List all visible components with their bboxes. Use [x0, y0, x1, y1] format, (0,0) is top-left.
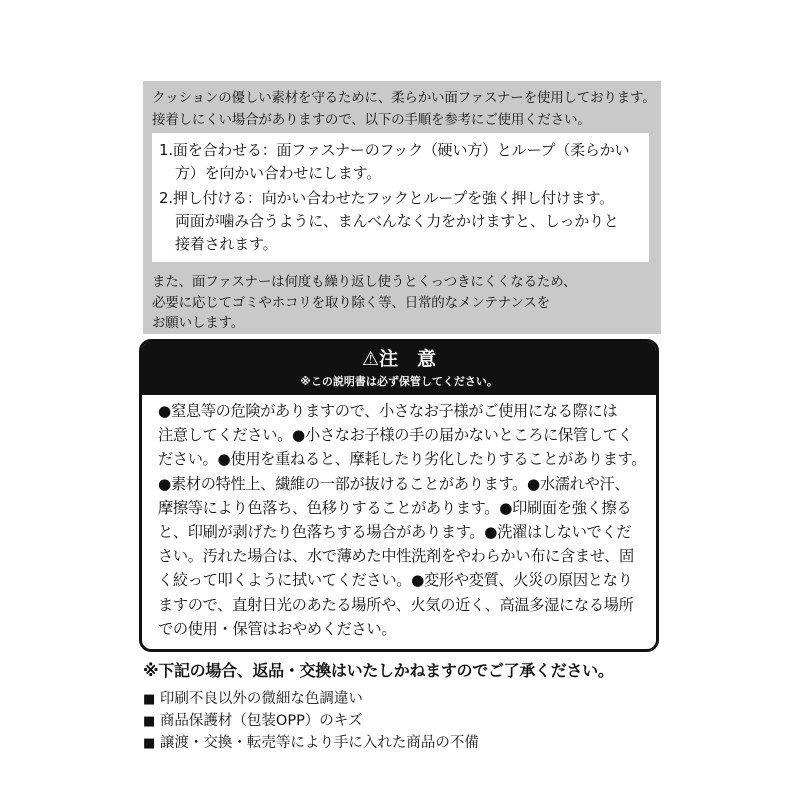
maintenance-line-2: 必要に応じてゴミやホコリを取り除く等、日常的なメンテナンスを [152, 295, 550, 311]
caution-line-4: ●素材の特性上、繊維の一部が抜けることがあります。●水濡れや汗、 [158, 475, 630, 493]
returns-item-3 [143, 733, 479, 754]
step-2-line-3: 接着されます。 [175, 235, 278, 253]
step-2-line-2: 両面が噛み合うように、まんべんなく力をかけますと、しっかりと [175, 212, 619, 230]
intro-line-2: 接着しにくい場合がありますので、以下の手順を参考にご使用ください。 [152, 112, 591, 128]
returns-item-label: 譲渡・交換・転売等により手に入れた商品の不備 [159, 735, 479, 751]
step-1-line-1: 1.面を合わせる：面ファスナーのフック（硬い方）とループ（柔らかい [159, 141, 630, 159]
steps-box [152, 133, 649, 262]
returns-item-2 [143, 711, 363, 732]
square-bullet-icon: ■ [143, 692, 156, 707]
caution-line-2: 注意してください。●小さなお子様の手の届かないところに保管してく [158, 426, 633, 444]
maintenance-line-3: お願いします。 [152, 315, 245, 331]
caution-line-9: ますので、直射日光のあたる場所や、火気の近く、高温多湿になる場所 [158, 596, 634, 614]
caution-line-3: ださい。●使用を重ねると、摩耗したり劣化したりすることがあります。 [158, 450, 647, 468]
returns-item-label: 印刷不良以外の微細な色調違い [159, 691, 363, 707]
maintenance-line-1: また、面ファスナーは何度も繰り返し使うとくっつきにくくなるため、 [152, 274, 577, 290]
caution-line-7: さい。汚れた場合は、水で薄めた中性洗剤をやわらかい布に含ませ、固 [158, 547, 634, 565]
step-2-line-1: 2.押し付ける：向かい合わせたフックとループを強く押し付けます。 [159, 189, 614, 207]
caution-title: ⚠注 意 [361, 348, 437, 370]
intro-line-1: クッションの優しい素材を守るために、柔らかい面ファスナーを使用しております。 [152, 90, 656, 106]
square-bullet-icon: ■ [143, 736, 156, 751]
returns-title: ※下記の場合、返品・交換はいたしかねますのでご了承ください。 [143, 661, 614, 680]
caution-box [139, 339, 659, 652]
caution-line-6: と、印刷が剥げたり色落ちする場合があります。●洗濯はしないでくだ [158, 523, 632, 541]
square-bullet-icon: ■ [143, 714, 156, 729]
caution-line-5: 摩擦等により色落ち、色移りすることがあります。●印刷面を強く擦る [158, 499, 632, 517]
caution-line-1: ●窒息等の危険がありますので、小さなお子様がご使用になる際には [158, 402, 618, 420]
step-1-line-2: 方）を向かい合わせにします。 [175, 164, 382, 182]
returns-item-label: 商品保護材（包装OPP）のキズ [159, 713, 363, 729]
caution-line-10: での使用・保管はおやめください。 [158, 620, 397, 638]
caution-header [142, 342, 656, 395]
caution-line-8: く絞って叩くように拭いてください。●変形や変質、火災の原因となり [158, 571, 633, 589]
caution-subtitle: ※この説明書は必ず保管してください。 [300, 375, 498, 388]
returns-item-1 [143, 689, 363, 710]
